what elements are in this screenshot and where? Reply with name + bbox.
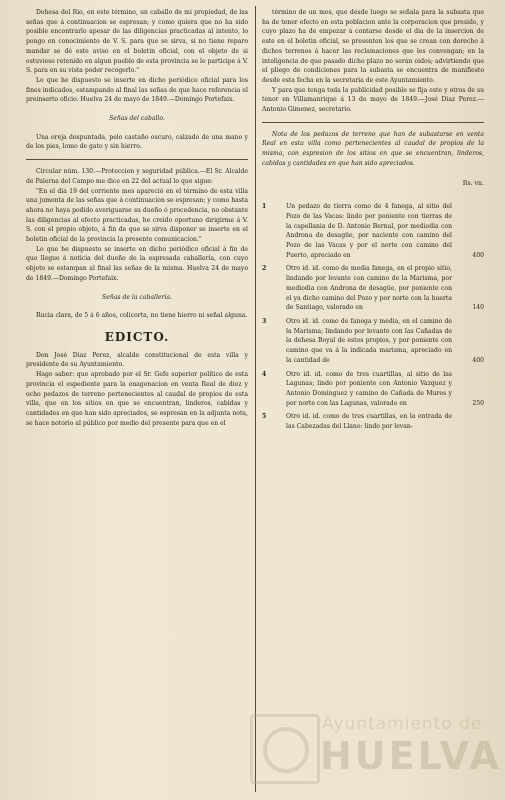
edicto-heading: EDICTO. (104, 329, 170, 344)
lot-value: 400 (472, 251, 484, 259)
ayuntamiento-logo-icon (250, 714, 320, 784)
paragraph: "En el dia 19 del corriente mes apareció en el término de esta villa una jumenta de las señas que á continuacion se espresan; y como hasta ahora no haya podido averiguarse su dueño ó procedencia, no obstante las diligencias al efecto practicadas, he creido oportuno dirigirme á V. S. con el propio objeto, á fin de que se sirva disponer se inserte en el boletin oficial de la provincia la presente comunicacion." (26, 187, 248, 244)
lot-number: 3 (262, 317, 267, 325)
list-item (262, 412, 484, 431)
list-item (262, 317, 484, 366)
column-header-rs: Rs. vn. (462, 179, 484, 187)
paragraph: Una oreja despuntada, pelo castaño oscuro, calzado de una mano y de los pies, lomo de gato y sin hierro. (26, 133, 248, 151)
left-column (26, 8, 248, 428)
watermark-top-text: Ayuntamiento de (322, 714, 483, 734)
nota-paragraph: Nota de los pedazos de terreno que han de subastarse en venta Real en esta villa como pertenecientes al caudal de propios de la misma, con espresion de los sitios en que se encuentran, linderos, cabidas y cantidades en que han sido apreciados. (262, 130, 484, 167)
watermark (250, 700, 505, 800)
lot-text: Un pedazo de tierra como de 4 fanega, al sitio del Pozo de las Vacas: lindo por poniente con tierras de la capellania de D. Antonio Bernal, por mediodia con Androna de desagüe, por naciente con camino del Pozo de las Vacas y por el norte con camino del Puerto, apreciado en (286, 203, 452, 259)
paragraph: término de un mes, que desde luego se señala para la subasta que ha de tener efecto en esta poblacion ante la corporacion que presido, y cuyo plazo ha de empezar á contarse desde el dia de la insercion de este en el boletin oficial, se presenten los que se crean con derecho á dichos terrenos á hacer las reclamaciones que les convengan; en la inteligencia de que pasado dicho plazo no serán oidos; advirtiendo que el pliego de condiciones para la subasta se encuentra de manifiesto desde esta fecha en la secretaria de este Ayuntamiento. (262, 9, 484, 84)
paragraph: Lo que he dispuesto se inserte en dicho periódico oficial para los fines indicados, estampando al final las señas de que hace referencia el preinserto oficio. Huelva 24 de mayo de 1849.—Domingo Portefaix. (26, 76, 248, 104)
lot-number: 2 (262, 265, 267, 273)
lot-value: 250 (472, 399, 484, 407)
lot-text: Otro id. id. como de fanega y media, en el camino de la Marisma; lindando por levante con las Cañadas de la dehesa Boyal de estos propios, y por poniente con camino que va á la indicada marisma, apreciado en la cantidad de (286, 317, 452, 364)
lot-text: Otro id. id. como de tres cuartillas, en la entrada de las Cabezadas del Llano: lindo por levan- (286, 413, 452, 431)
divider (262, 122, 484, 123)
list-item (262, 264, 484, 313)
lot-value: 400 (472, 356, 484, 364)
column-rule (255, 6, 256, 792)
paragraph: Rucia clara, de 5 á 6 años, colicorta, no tiene hierro ni señal alguna. (36, 312, 248, 320)
paragraph: Dehesa del Rio, en este término, un caballo de mi propiedad, de las señas que á continuacion se espresan; y como quiera que no ha sido posible encontrarlo apesar de las diligencias practicadas al intento, lo pongo en conocimiento de V. S. para que se sirva, si no tiene reparo mandar se dé este aviso en el boletin oficial, con el objeto de si estuviese retenido en algun pueblo de esta provincia se le participe á V. S. para en su vista poder recogerlo." (26, 9, 248, 75)
section-subtitle: Señas del caballo. (109, 115, 165, 123)
lot-value: 140 (472, 304, 484, 312)
paragraph: Hago saber: que aprobado por el Sr. Gefe superior político de esta provincia el espediente para la enagenacion en venta Real de diez y ocho pedazos de terreno pertenecientes al caudal de propios de esta villa, que en los sitios en que se encuentran, linderos, cabidas y cantidades en que han sido apreciados, se espresan en la adjunta nota, se hace notorio al público por medio del presente para que en el (26, 371, 248, 427)
list-item (262, 202, 484, 260)
paragraph: Lo que he dispuesto se inserte en dicho periódico oficial á fin de que llegue á noticia del dueño de la espresada caballería, con cuyo objeto se estampan al final las señas de la misma. Huelva 24 de mayo de 1849.—Domingo Portefaix. (26, 245, 248, 282)
paragraph: Circular núm. 130.—Proteccion y seguridad pública.—El Sr. Alcalde de Palerna del Campo me dice en 22 del actual lo que sigue: (26, 168, 248, 185)
paragraph: Don José Diaz Perez, alcalde constitucional de esta villa y presidente de su Ayuntamiento. (26, 351, 248, 369)
lot-number: 4 (262, 370, 267, 378)
divider (26, 159, 248, 160)
lot-number: 1 (262, 203, 267, 211)
watermark-main-text: HUELVA (320, 734, 502, 778)
paragraph: Y para que tenga toda la publicidad posible se fija este y otros de su tenor en Villamanrique á 13 de mayo de 1849.—José Diaz Perez.—Antonio Gimenez, secretario. (262, 86, 484, 114)
lot-text: Otro id. id. como de media fanega, en el propio sitio, lindando por levante con camino de la Marisma, por mediodia con Androna de desagüe, por poniente con el ya dicho camino del Pozo y por norte con la huerta de Santiago, valorado en (286, 265, 452, 312)
lot-number: 5 (262, 413, 267, 421)
lot-text: Otro id. id. como de tres cuartillas, al sitio de las Lagunas; lindo por poniente con Antonio Vazquez y Antonio Dominguez y camino de Cañada de Mures y por norte con las Lagunas, valorado en (286, 370, 452, 407)
right-column (262, 8, 484, 436)
section-subtitle: Señas de la caballería. (102, 293, 172, 301)
list-item (262, 370, 484, 409)
